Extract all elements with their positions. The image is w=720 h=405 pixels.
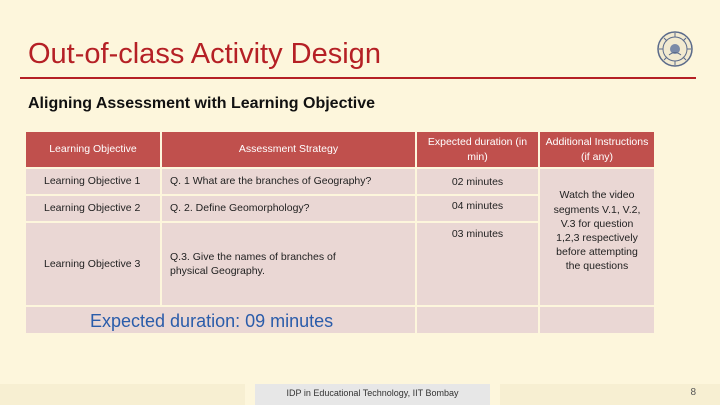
header-learning-objective: Learning Objective bbox=[26, 132, 160, 167]
table-row-1-strategy: Q. 1 What are the branches of Geography? bbox=[162, 169, 415, 194]
header-additional-instructions: Additional Instructions (if any) bbox=[540, 132, 654, 167]
table-row-2-duration: 04 minutes bbox=[417, 196, 538, 221]
table-row-1-duration: 02 minutes bbox=[417, 169, 538, 194]
header-expected-duration: Expected duration (in min) bbox=[417, 132, 538, 167]
footer-left-band bbox=[0, 384, 245, 405]
section-subtitle: Aligning Assessment with Learning Objective bbox=[28, 95, 376, 112]
slide-title: Out-of-class Activity Design bbox=[28, 38, 381, 70]
total-row-instructions-cell bbox=[540, 307, 654, 333]
total-row-duration-cell bbox=[417, 307, 538, 333]
header-assessment-strategy: Assessment Strategy bbox=[162, 132, 415, 167]
table-row-3-objective: Learning Objective 3 bbox=[26, 223, 160, 305]
instructions-cell: Watch the video segments V.1, V.2, V.3 for question 1,2,3 respectively before attempting the questions bbox=[540, 169, 654, 305]
table-row-2-strategy: Q. 2. Define Geomorphology? bbox=[162, 196, 415, 221]
table-row-2-objective: Learning Objective 2 bbox=[26, 196, 160, 221]
title-divider bbox=[20, 77, 696, 79]
table-row-1-objective: Learning Objective 1 bbox=[26, 169, 160, 194]
footer-text: IDP in Educational Technology, IIT Bombay bbox=[286, 388, 459, 398]
table-row-3-strategy: Q.3. Give the names of branches of physical Geography. bbox=[162, 223, 415, 305]
institute-seal-icon bbox=[656, 30, 694, 68]
page-number: 8 bbox=[690, 387, 696, 398]
table-row-3-duration: 03 minutes bbox=[417, 223, 538, 305]
expected-duration-total: Expected duration: 09 minutes bbox=[90, 311, 334, 331]
